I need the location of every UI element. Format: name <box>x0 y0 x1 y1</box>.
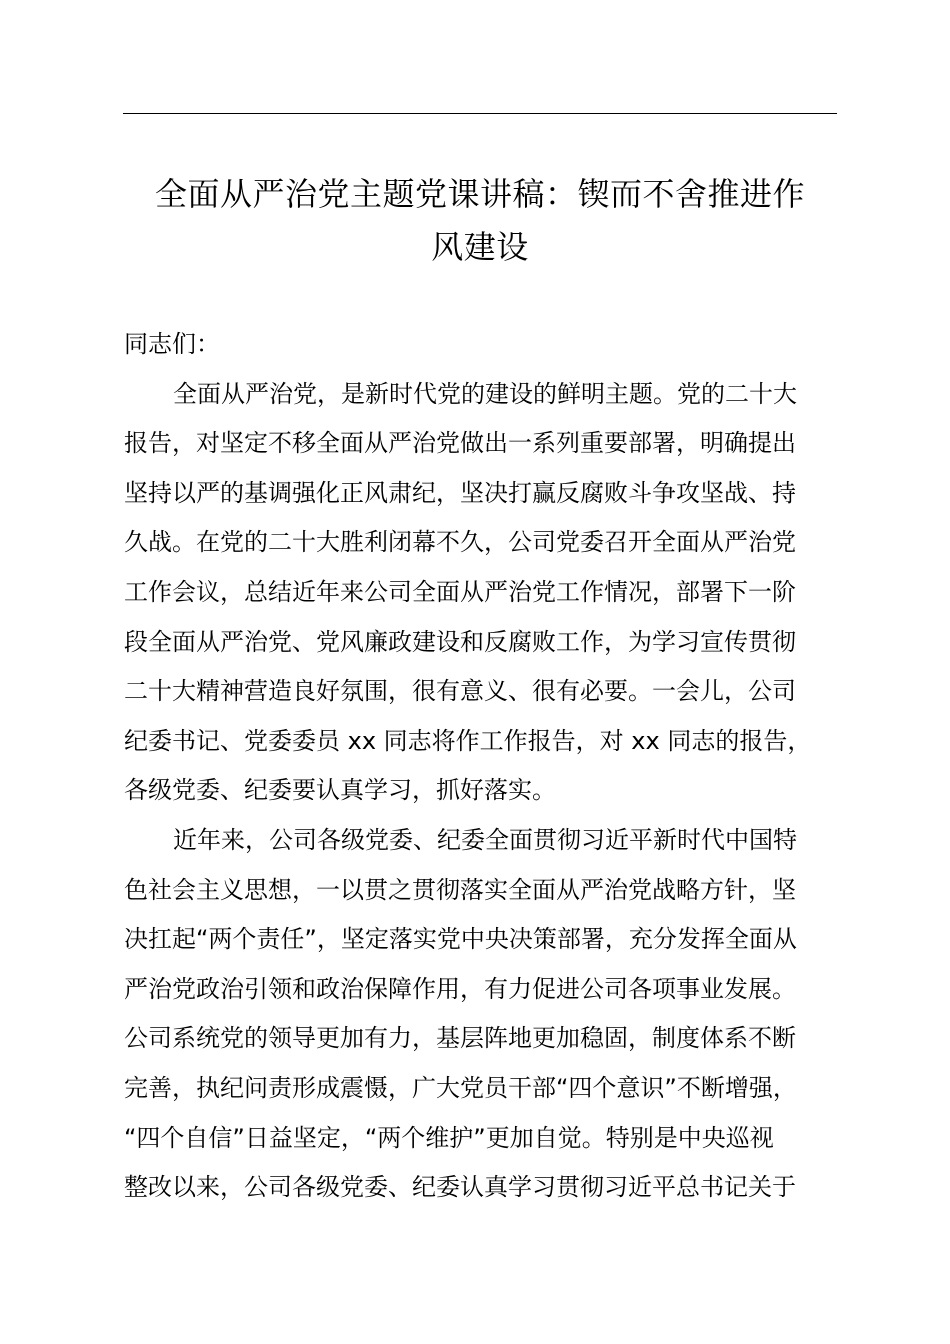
paragraph-line: 段全面从严治党、党风廉政建设和反腐败工作，为学习宣传贯彻 <box>124 627 796 656</box>
paragraph-line: 公司系统党的领导更加有力，基层阵地更加稳固，制度体系不断 <box>124 1024 796 1053</box>
paragraph-2 <box>124 816 840 1213</box>
title-line: 风建设 <box>431 228 529 266</box>
paragraph-line: 全面从严治党，是新时代党的建设的鲜明主题。党的二十大 <box>173 379 797 408</box>
paragraph-line: 色社会主义思想，一以贯之贯彻落实全面从严治党战略方针，坚 <box>124 875 796 904</box>
paragraph-line: 各级党委、纪委要认真学习，抓好落实。 <box>124 776 556 805</box>
paragraph-line: 纪委书记、党委委员 xx 同志将作工作报告，对 xx 同志的报告， <box>124 726 812 755</box>
paragraph-line: 久战。在党的二十大胜利闭幕不久，公司党委召开全面从严治党 <box>124 528 796 557</box>
document-title <box>110 168 850 274</box>
paragraph-1 <box>124 370 840 816</box>
paragraph-line: 二十大精神营造良好氛围，很有意义、很有必要。一会儿，公司 <box>124 677 796 706</box>
title-line: 全面从严治党主题党课讲稿：锲而不舍推进作 <box>154 175 805 213</box>
paragraph-line: “四个自信”日益坚定，“两个维护”更加自觉。特别是中央巡视 <box>124 1123 774 1152</box>
paragraph-line: 完善，执纪问责形成震慑，广大党员干部“四个意识”不断增强， <box>124 1073 797 1102</box>
document-body <box>124 320 840 1213</box>
header-rule <box>123 113 837 114</box>
paragraph-line: 坚持以严的基调强化正风肃纪，坚决打赢反腐败斗争攻坚战、持 <box>124 478 796 507</box>
paragraph-line: 近年来，公司各级党委、纪委全面贯彻习近平新时代中国特 <box>173 825 797 854</box>
salutation: 同志们： <box>124 330 220 358</box>
paragraph-line: 报告，对坚定不移全面从严治党做出一系列重要部署，明确提出 <box>124 429 796 458</box>
paragraph-line: 工作会议，总结近年来公司全面从严治党工作情况，部署下一阶 <box>124 577 796 606</box>
paragraph-line: 决扛起“两个责任”，坚定落实党中央决策部署，充分发挥全面从 <box>124 925 797 954</box>
paragraph-line: 严治党政治引领和政治保障作用，有力促进公司各项事业发展。 <box>124 974 796 1003</box>
paragraph-line: 整改以来，公司各级党委、纪委认真学习贯彻习近平总书记关于 <box>124 1173 796 1202</box>
